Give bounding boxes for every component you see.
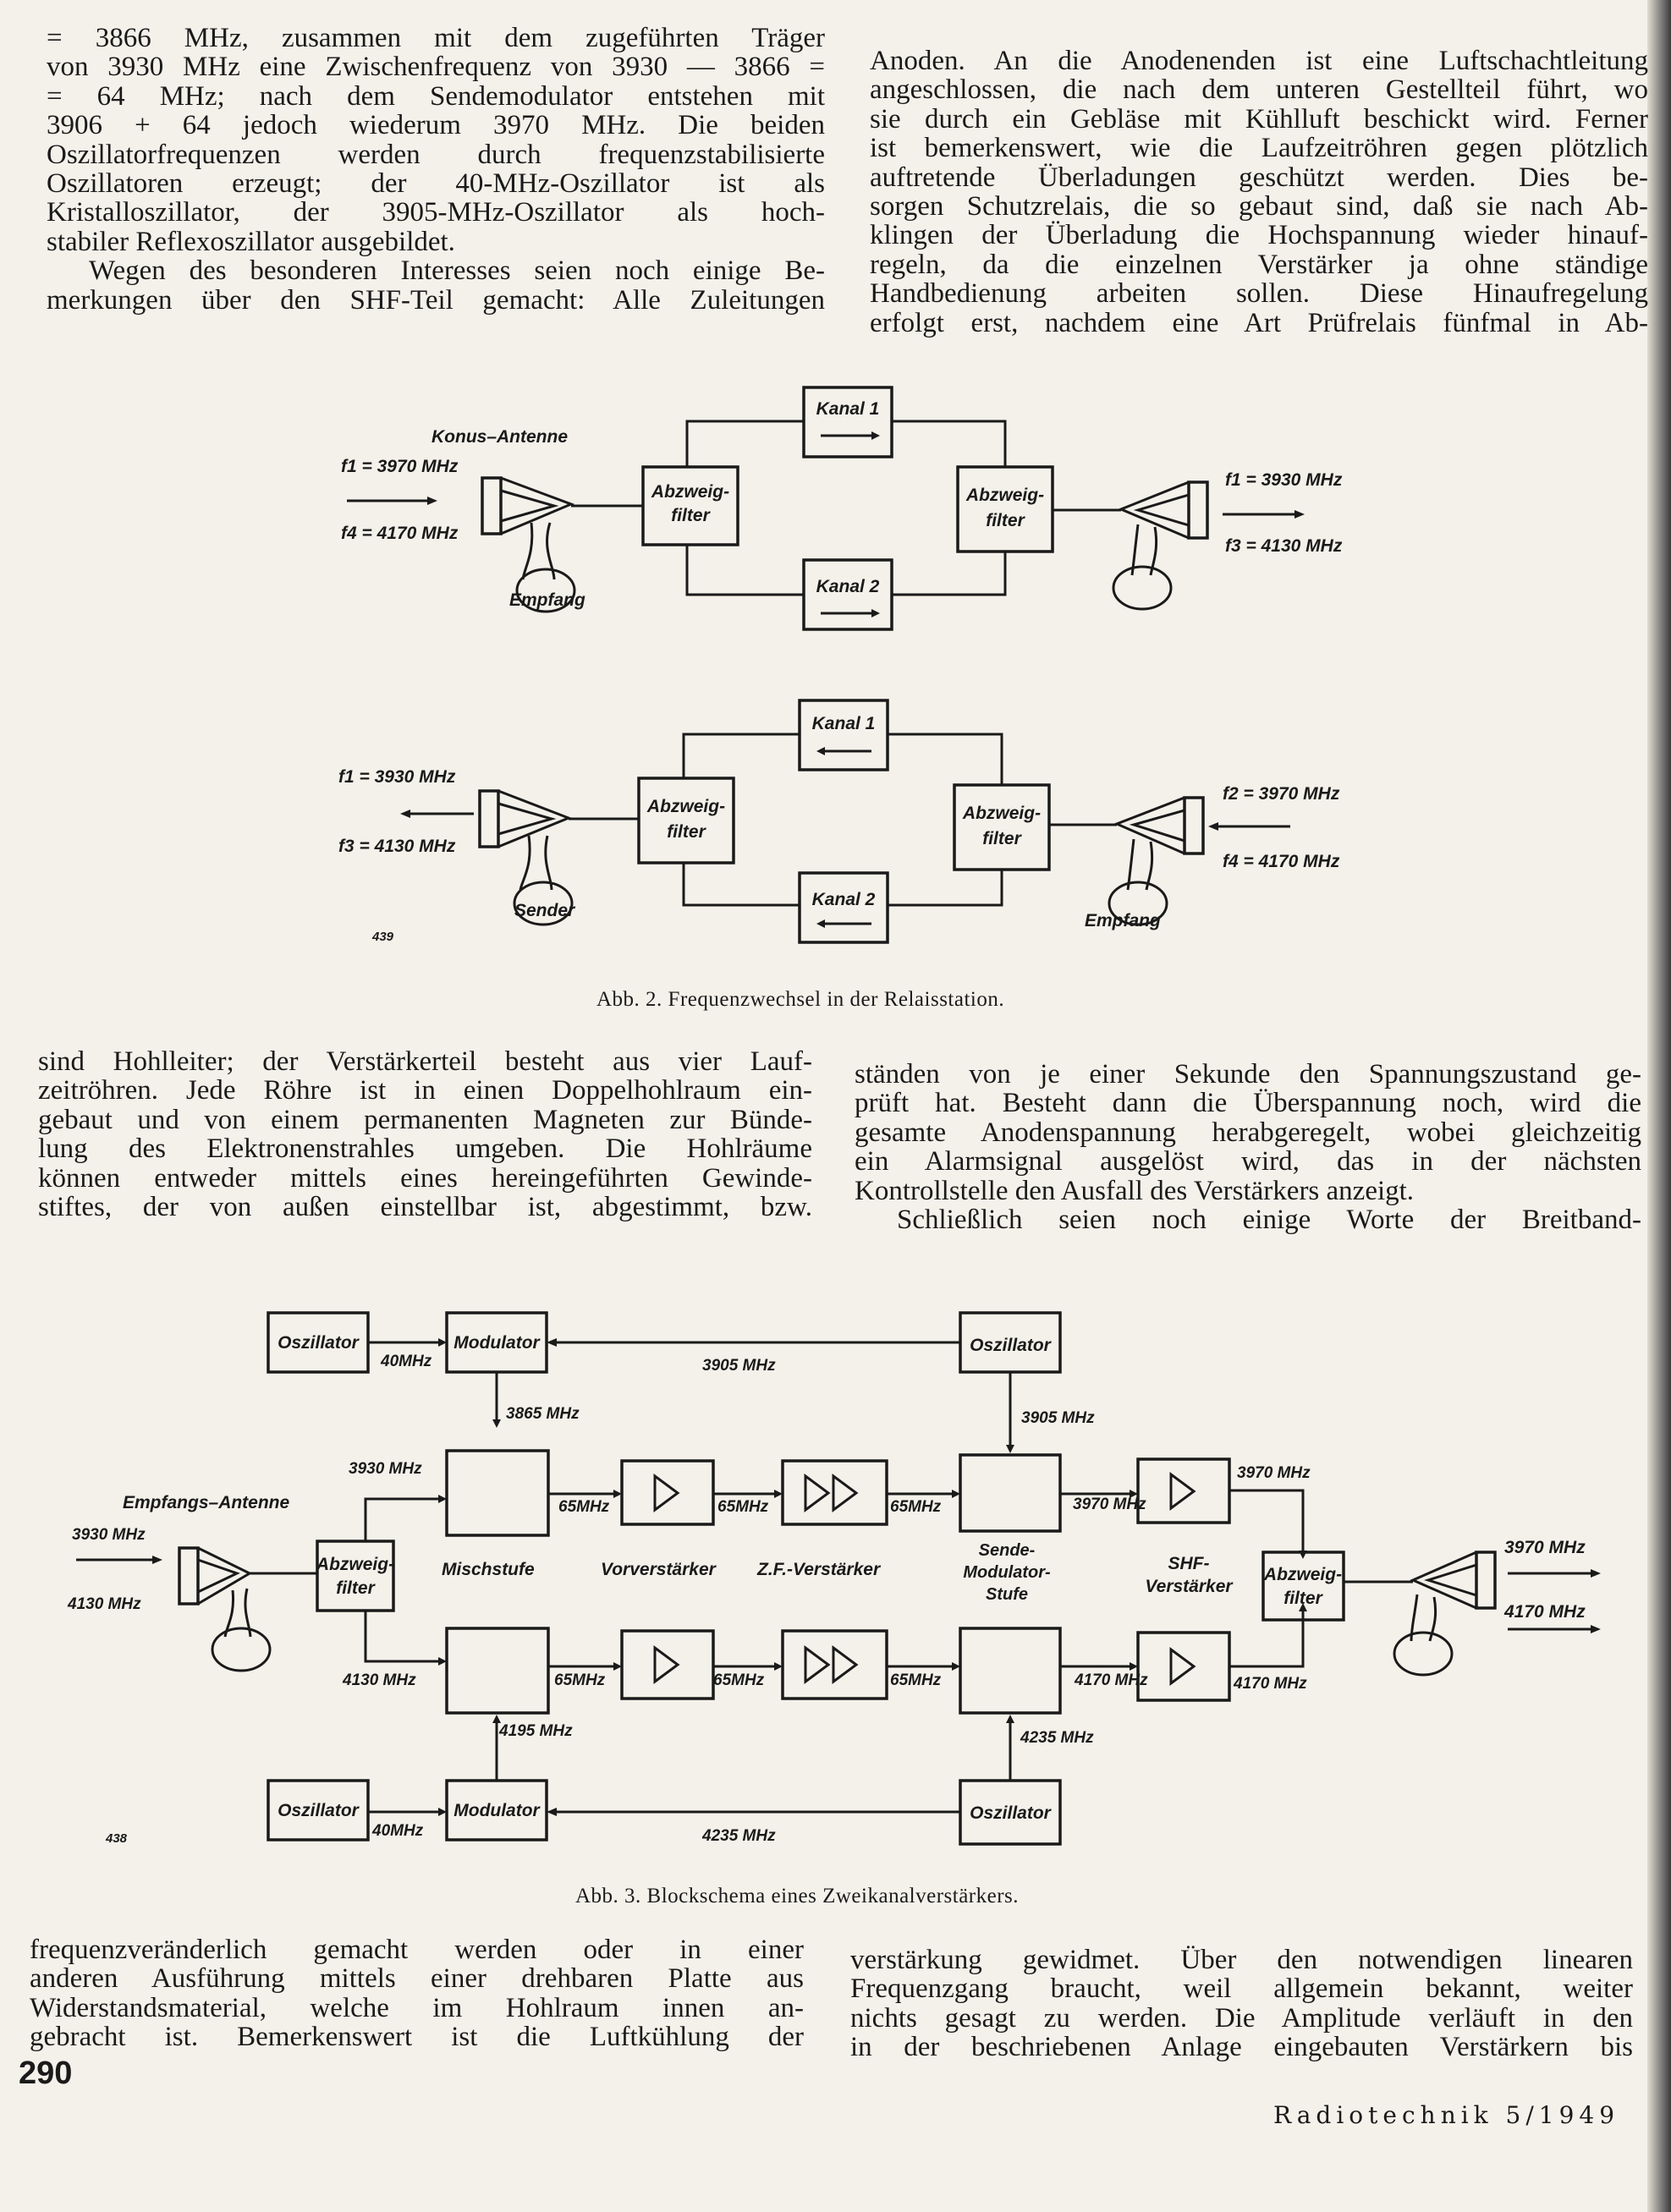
fig2-lower-out-arrowhead	[400, 810, 410, 818]
fig3-3865: 3865 MHz	[506, 1405, 580, 1423]
fig3-bottom-if-3: 65MHz	[890, 1671, 942, 1689]
text-column-bottom-right	[850, 1946, 1633, 2062]
fig2-upper-f3-out: f3 = 4130 MHz	[1225, 536, 1343, 556]
fig2-number: 439	[372, 930, 394, 944]
figure-2-caption: Abb. 2. Frequenzwechsel in der Relaisstation.	[596, 988, 1005, 1011]
fig3-branch-3930: 3930 MHz	[349, 1460, 422, 1478]
fig3-sendemod-top	[960, 1455, 1060, 1531]
text-line: Kontrollstelle den Ausfall des Verstärkers anzeigt.	[855, 1175, 1415, 1206]
fig3-lbl-sende-2: Modulator-	[963, 1563, 1051, 1582]
fig3-lbl-vorverstaerker: Vorverstärker	[601, 1560, 716, 1579]
fig2-lower-filter-left	[639, 778, 734, 863]
fig3-filter-right-l2: filter	[1283, 1589, 1322, 1608]
text-line: angeschlossen, die nach dem unteren Gestellteil führt, wo	[870, 74, 1648, 106]
fig2-lower-kanal1-arrowhead	[816, 747, 825, 755]
fig3-3905-v: 3905 MHz	[1021, 1409, 1095, 1427]
text-line: Widerstandsmaterial, welche im Hohlraum innen an-	[30, 1992, 804, 2023]
fig3-horn-left	[179, 1548, 270, 1671]
fig3-ifamp-bottom-symbol-2	[833, 1648, 856, 1682]
text-line: ein Alarmsignal ausgelöst wird, das in der nächsten	[855, 1146, 1641, 1177]
text-line: Anoden. An die Anodenenden ist eine Luftschachtleitung	[870, 46, 1648, 76]
figure-2-diagram	[0, 372, 1671, 981]
text-line: klingen der Überladung die Hochspannung wieder hinauf-	[870, 220, 1648, 251]
fig3-top-to-filter	[1229, 1490, 1303, 1552]
text-line: ständen von je einer Sekunde den Spannungszustand ge-	[855, 1059, 1641, 1090]
fig2-lower-in-arrowhead	[1208, 822, 1218, 831]
fig3-filter-left-l2: filter	[336, 1578, 375, 1598]
fig3-top-if-2: 65MHz	[717, 1498, 769, 1516]
fig2-kanal1-label: Kanal 1	[816, 399, 880, 419]
text-line: sie durch ein Gebläse mit Kühlluft beschickt wird. Ferner	[870, 103, 1648, 134]
text-line: verstärkung gewidmet. Über den notwendigen linearen	[850, 1945, 1633, 1975]
text-line: merkungen über den SHF-Teil gemacht: Alle Zuleitungen	[47, 284, 825, 316]
fig3-40mhz-top: 40MHz	[381, 1353, 432, 1370]
text-line: anderen Ausführung mittels einer drehbaren Platte aus	[30, 1963, 804, 1995]
fig3-shf-bottom	[1138, 1633, 1229, 1700]
fig3-lbl-zf: Z.F.-Verstärker	[757, 1560, 881, 1579]
fig3-top-if-1: 65MHz	[558, 1498, 610, 1516]
fig2-upper-antenna-label: Konus–Antenne	[431, 427, 569, 447]
text-line: gebracht ist. Bemerkenswert ist die Luftkühlung der	[30, 2022, 804, 2053]
fig2-lower-filter-left-l1: Abzweig-	[646, 797, 726, 816]
text-line: 3906 + 64 jedoch wiederum 3970 MHz. Die beiden	[47, 110, 825, 141]
fig2-lower-f1-out: f1 = 3930 MHz	[338, 767, 456, 787]
fig3-bottom-4170-a: 4170 MHz	[1075, 1671, 1148, 1689]
page-number: 290	[19, 2056, 73, 2091]
fig3-modulator-bottom-label: Modulator	[453, 1801, 540, 1820]
fig3-filter-right-l1: Abzweig-	[1263, 1565, 1343, 1584]
text-line: frequenzveränderlich gemacht werden oder in einer	[30, 1935, 804, 1965]
fig2-lower-filter-right-l1: Abzweig-	[962, 804, 1042, 823]
fig3-oscillator-top-left-label: Oszillator	[278, 1333, 359, 1353]
fig2-lower-kanal2-arrowhead	[816, 919, 825, 928]
fig3-in-3930: 3930 MHz	[72, 1526, 146, 1544]
fig3-out-3970: 3970 MHz	[1504, 1538, 1586, 1557]
fig2-lower-f2-in: f2 = 3970 MHz	[1223, 784, 1340, 804]
fig2-upper-filter-left-l1: Abzweig-	[651, 482, 730, 502]
fig2-lower-kanal2-label: Kanal 2	[811, 890, 876, 909]
text-line: Kristalloszillator, der 3905-MHz-Oszillator als hoch-	[47, 197, 825, 228]
text-line: auftretende Überladungen geschützt werden. Dies be-	[870, 162, 1648, 193]
fig3-top-if-3: 65MHz	[890, 1498, 942, 1516]
text-line: Frequenzgang braucht, weil allgemein bekannt, weiter	[850, 1973, 1633, 2005]
fig3-oscillator-bottom-left-label: Oszillator	[278, 1801, 359, 1820]
fig3-top-3970-a: 3970 MHz	[1073, 1496, 1146, 1513]
fig3-preamp-top	[622, 1461, 713, 1524]
fig2-lower-kanal1-box	[800, 700, 888, 770]
fig2-upper-path-k1	[687, 421, 1005, 467]
journal-reference: Radiotechnik 5/1949	[1273, 2101, 1620, 2129]
text-line: zeitröhren. Jede Röhre ist in einen Doppelhohlraum ein-	[38, 1075, 812, 1106]
text-line: prüft hat. Besteht dann die Überspannung noch, wird die	[855, 1088, 1641, 1119]
fig2-upper-filter-right	[958, 467, 1053, 552]
text-column-top-right	[870, 47, 1648, 338]
fig2-lower-horn-right	[1109, 798, 1203, 925]
fig3-4235-h: 4235 MHz	[702, 1827, 776, 1845]
fig3-lbl-sende-1: Sende-	[978, 1541, 1036, 1560]
fig3-shf-bottom-symbol	[1171, 1649, 1194, 1683]
text-line: gesamte Anodenspannung herabgeregelt, wobei gleichzeitig	[855, 1117, 1641, 1148]
fig2-upper-in-arrowhead	[427, 497, 437, 505]
fig3-lbl-shf-2: Verstärker	[1145, 1577, 1233, 1596]
fig3-preamp-bottom	[622, 1631, 713, 1699]
fig3-horn-right	[1394, 1552, 1495, 1675]
fig3-out-4170: 4170 MHz	[1504, 1602, 1586, 1622]
fig2-lower-f4-in: f4 = 4170 MHz	[1223, 852, 1340, 871]
fig3-ifamp-top-symbol-1	[805, 1476, 828, 1510]
fig3-shf-top	[1138, 1459, 1229, 1523]
text-line: = 64 MHz; nach dem Sendemodulator entstehen mit	[47, 80, 825, 112]
fig3-preamp-bottom-symbol	[655, 1648, 678, 1682]
fig3-4195: 4195 MHz	[499, 1722, 573, 1740]
text-line: = 3866 MHz, zusammen mit dem zugeführten Träger	[47, 23, 825, 53]
text-line: lung des Elektronenstrahles umgeben. Die Hohlräume	[38, 1133, 812, 1165]
fig3-modulator-top-label: Modulator	[453, 1333, 540, 1353]
fig2-kanal1-arrowhead	[871, 431, 880, 440]
fig2-upper-filter-right-l1: Abzweig-	[965, 486, 1045, 505]
text-column-top-left	[47, 24, 825, 315]
text-column-middle-left	[38, 1047, 812, 1221]
page-edge-shadow	[1647, 0, 1671, 2212]
text-line: regeln, da die einzelnen Verstärker ja ohne ständige	[870, 249, 1648, 280]
figure-3-diagram	[0, 1294, 1671, 1861]
fig2-lower-filter-left-l2: filter	[667, 822, 706, 842]
text-line: stiftes, der von außen einstellbar ist, abgestimmt, bzw.	[38, 1192, 812, 1223]
fig2-upper-filter-left-l2: filter	[671, 506, 710, 525]
fig3-mixer-top	[447, 1451, 548, 1535]
fig3-lbl-sende-3: Stufe	[986, 1585, 1028, 1604]
fig3-sendemod-bottom	[960, 1628, 1060, 1713]
text-line: erfolgt erst, nachdem eine Art Prüfrelais fünfmal in Ab-	[870, 307, 1648, 338]
text-line: ist bemerkenswert, wie die Laufzeitröhren gegen plötzlich	[870, 133, 1648, 164]
fig3-branch-top	[366, 1499, 440, 1541]
text-line: in der beschriebenen Anlage eingebauten Verstärkern bis	[850, 2032, 1633, 2063]
fig2-upper	[341, 387, 1343, 629]
text-column-bottom-left	[30, 1935, 804, 2052]
fig3-filter-left-l1: Abzweig-	[316, 1555, 395, 1574]
fig3-branch-bottom	[366, 1611, 440, 1661]
fig3-bottom-to-filter	[1229, 1610, 1303, 1666]
text-line: Schließlich seien noch einige Worte der Breitband-	[897, 1205, 1641, 1236]
fig2-upper-filter-right-l2: filter	[986, 511, 1025, 530]
fig2-upper-horn-right	[1113, 482, 1207, 609]
fig3-shf-top-symbol	[1171, 1474, 1194, 1508]
fig3-mixer-bottom	[447, 1628, 548, 1713]
text-line: von 3930 MHz eine Zwischenfrequenz von 3930 — 3866 =	[47, 52, 825, 83]
fig2-lower-kanal1-label: Kanal 1	[811, 714, 876, 733]
text-line: gebaut und von einem permanenten Magneten zur Bünde-	[38, 1104, 812, 1135]
fig2-lower-filter-right	[954, 785, 1049, 870]
fig2-upper-f1-out: f1 = 3930 MHz	[1225, 470, 1343, 490]
fig3-bottom-if-2: 65MHz	[713, 1671, 765, 1689]
text-line: Wegen des besonderen Interesses seien noch einige Be-	[89, 255, 825, 287]
fig2-lower-sender: Sender	[514, 901, 575, 920]
figure-3-caption: Abb. 3. Blockschema eines Zweikanalverstärkers.	[575, 1885, 1020, 1907]
fig3-ifamp-bottom-symbol-1	[805, 1648, 828, 1682]
text-line: nichts gesagt zu werden. Die Amplitude verläuft in den	[850, 2002, 1633, 2034]
fig2-lower-filter-right-l2: filter	[982, 829, 1021, 848]
fig3-top-3970-out: 3970 MHz	[1237, 1464, 1311, 1482]
text-line: Oszillatorfrequenzen werden durch frequenzstabilisierte	[47, 139, 825, 170]
text-line: stabiler Reflexoszillator ausgebildet.	[47, 226, 455, 257]
fig3-bottom-if-1: 65MHz	[554, 1671, 606, 1689]
fig2-upper-out-arrowhead	[1294, 510, 1305, 519]
text-line: können entweder mittels eines hereingeführten Gewinde-	[38, 1162, 812, 1194]
fig2-kanal1-box	[804, 387, 892, 457]
fig2-upper-empfang: Empfang	[509, 590, 585, 610]
fig3-lbl-shf-1: SHF-	[1168, 1554, 1210, 1573]
fig2-lower	[338, 700, 1340, 944]
fig2-lower-empfang: Empfang	[1085, 911, 1161, 930]
fig2-lower-f3-out: f3 = 4130 MHz	[338, 837, 456, 856]
fig3-number: 438	[106, 1831, 128, 1846]
text-column-middle-right	[855, 1060, 1641, 1234]
fig2-upper-f1-in: f1 = 3970 MHz	[341, 457, 459, 476]
fig3-preamp-top-symbol	[655, 1476, 678, 1510]
fig2-upper-f4-in: f4 = 4170 MHz	[341, 524, 459, 543]
fig3-oscillator-top-right-label: Oszillator	[970, 1336, 1051, 1355]
fig3-ifamp-top-symbol-2	[833, 1476, 856, 1510]
fig3-lbl-mischstufe: Mischstufe	[442, 1560, 535, 1579]
fig3-bottom-4170-out: 4170 MHz	[1234, 1675, 1307, 1693]
text-line: sind Hohlleiter; der Verstärkerteil besteht aus vier Lauf-	[38, 1046, 812, 1077]
fig3-branch-4130: 4130 MHz	[343, 1671, 416, 1689]
text-line: Handbedienung arbeiten sollen. Diese Hinaufregelung	[870, 278, 1648, 310]
fig2-kanal2-label: Kanal 2	[816, 577, 880, 596]
fig3-3905-h: 3905 MHz	[702, 1357, 776, 1375]
text-line: sorgen Schutzrelais, die so gebaut sind, daß sie nach Ab-	[870, 191, 1648, 222]
fig3-4235-v: 4235 MHz	[1020, 1729, 1094, 1747]
text-line: Oszillatoren erzeugt; der 40-MHz-Oszillator ist als	[47, 168, 825, 200]
fig3-in-4130: 4130 MHz	[68, 1595, 141, 1613]
fig3-oscillator-bottom-right-label: Oszillator	[970, 1803, 1051, 1823]
fig2-kanal2-arrowhead	[871, 609, 880, 617]
fig3-40mhz-bottom: 40MHz	[372, 1822, 424, 1840]
fig3-empfangs-antenne: Empfangs–Antenne	[123, 1493, 290, 1512]
fig3-filter-left	[317, 1541, 393, 1611]
